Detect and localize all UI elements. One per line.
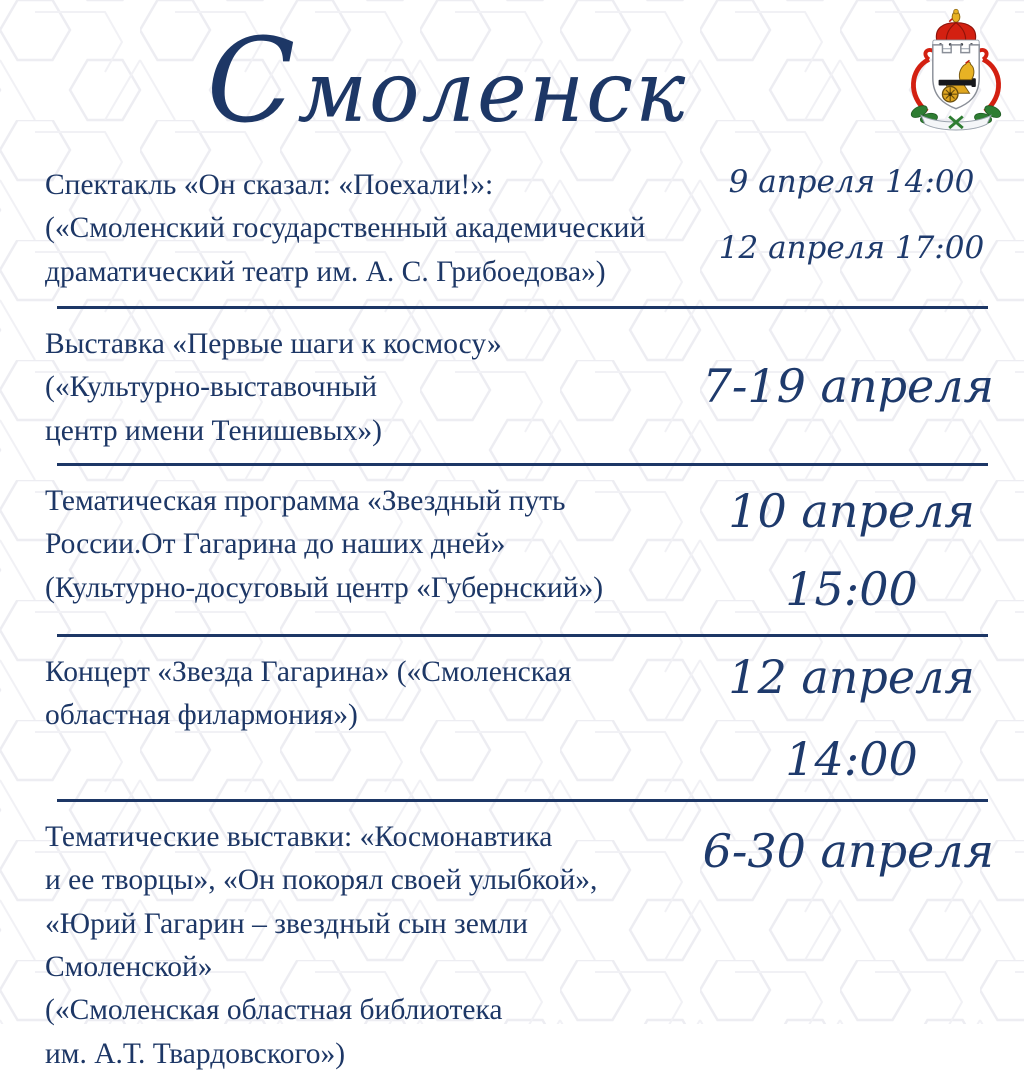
event-description-line: драматический театр им. А. С. Грибоедова») (45, 255, 606, 288)
section-divider (57, 463, 988, 466)
page-title: Смоленск (206, 14, 688, 149)
event-row-library-exhibitions (45, 804, 994, 1076)
events-list (0, 152, 1024, 1076)
event-description-line: областная филармония») (45, 699, 358, 732)
event-dates (703, 804, 994, 1076)
event-description-line: («Смоленский государственный академический (45, 212, 646, 245)
event-description-line: Тематические выставки: «Космонавтика (45, 821, 553, 853)
event-description (45, 468, 709, 632)
event-dates (703, 311, 994, 461)
event-description-line: Выставка «Первые шаги к космосу» (45, 328, 502, 360)
event-description-line: Тематическая программа «Звездный путь (45, 485, 566, 517)
event-date: 12 апреля (728, 650, 975, 704)
event-description (45, 804, 703, 1076)
event-dates (709, 152, 994, 304)
event-description-line: Концерт «Звезда Гагарина» («Смоленская (45, 656, 572, 688)
event-description-line: («Культурно-выставочный (45, 371, 378, 404)
event-description-line: им. А.Т. Твардовского») (45, 1037, 346, 1070)
event-date: 12 апреля 17:00 (718, 230, 985, 266)
event-row-thematic-program (45, 468, 994, 632)
event-date: 9 апреля 14:00 (728, 164, 975, 200)
event-time: 15:00 (785, 562, 918, 616)
event-date: 6-30 апреля (702, 824, 994, 878)
event-description-line: (Культурно-досуговый центр «Губернский») (45, 571, 604, 604)
event-description (45, 311, 703, 461)
event-description (45, 152, 709, 304)
section-divider (57, 799, 988, 802)
event-time: 14:00 (785, 732, 918, 786)
event-date: 10 апреля (728, 484, 975, 538)
event-description-line: «Юрий Гагарин – звездный сын земли Смоленской» (45, 907, 528, 984)
event-dates (709, 468, 994, 632)
event-date: 7-19 апреля (702, 359, 994, 413)
event-description-line: России.От Гагарина до наших дней» (45, 528, 506, 561)
event-description-line: («Смоленская областная библиотека (45, 994, 503, 1027)
section-divider (57, 306, 988, 309)
event-description-line: и ее творцы», «Он покорял своей улыбкой», (45, 864, 598, 897)
event-row-concert (45, 639, 994, 797)
event-row-exhibition-space (45, 311, 994, 461)
event-description-line: центр имени Тенишевых») (45, 414, 382, 447)
event-description (45, 639, 709, 797)
event-description-line: Спектакль «Он сказал: «Поехали!»: (45, 169, 494, 201)
event-dates (709, 639, 994, 797)
smolensk-coat-of-arms-icon (898, 6, 1014, 136)
event-row-theatre (45, 152, 994, 304)
poster-header (0, 0, 1024, 152)
section-divider (57, 634, 988, 637)
